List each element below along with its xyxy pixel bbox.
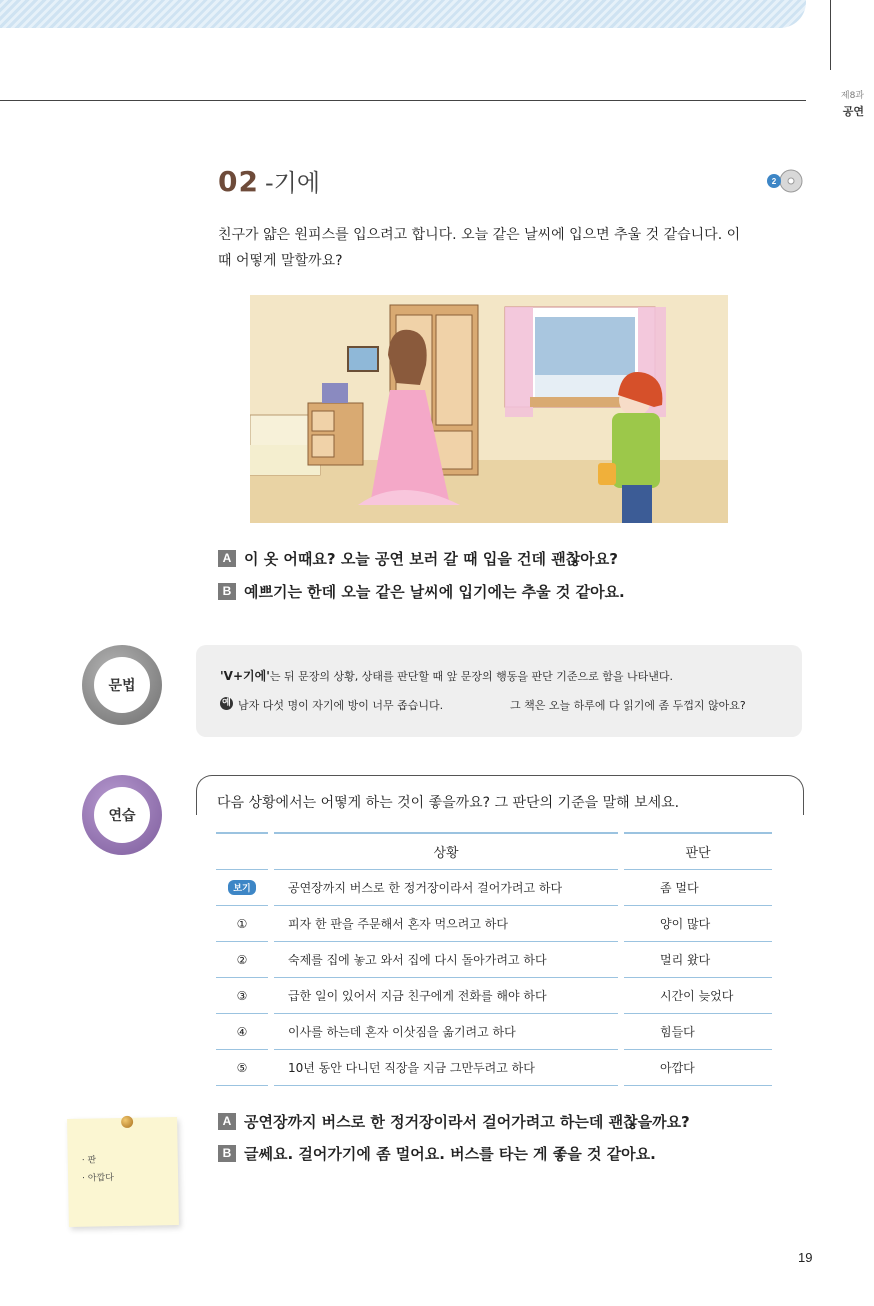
row-judgment: 양이 많다 [624,906,772,942]
intro-line-2: 때 어떻게 말할까요? [218,253,343,269]
table-header-row [216,832,772,870]
speaker-a-badge: A [218,550,236,567]
chapter-name: 공연 [842,105,864,118]
grammar-pattern: 'V+기에' [220,669,270,683]
chapter-number: 제8과 [840,91,864,101]
table-row [216,942,772,978]
practice-ring [82,775,162,855]
audio-cd-icon[interactable] [765,168,803,194]
grammar-description [220,667,673,684]
dialog-line-a [218,548,818,569]
dialog-b-text: 예쁘기는 한데 오늘 같은 날씨에 입기에는 추울 것 같아요. [244,583,625,601]
row-judgment: 좀 멀다 [624,870,772,906]
example-mark: 예 [220,697,233,710]
speaker-b-badge: B [218,583,236,600]
row-situation: 숙제를 집에 놓고 와서 집에 다시 돌아가려고 하다 [274,942,618,978]
row-situation: 10년 동안 다니던 직장을 지금 그만두려고 하다 [274,1050,618,1086]
section-grammar: -기에 [264,169,320,197]
page-number: 19 [798,1250,813,1265]
section-number: 02 [218,165,259,198]
table-row [216,1014,772,1050]
row-mark: ① [216,906,268,942]
chapter-label [808,88,864,119]
section-title [218,163,320,198]
table-row [216,906,772,942]
intro-text [218,222,798,274]
header-band [0,0,806,28]
table-row [216,1050,772,1086]
practice-box [196,775,804,815]
vocab-note [67,1117,179,1227]
grammar-ring [82,645,162,725]
intro-line-1: 친구가 얇은 원피스를 입으려고 합니다. 오늘 같은 날씨에 입으면 추울 것 같습니다. 이 [218,227,741,243]
table-row [216,870,772,906]
grammar-example-1: 남자 다섯 명이 자기에 방이 너무 좁습니다. [238,699,444,712]
row-situation: 공연장까지 버스로 한 정거장이라서 걸어가려고 하다 [274,870,618,906]
answer-a-badge: A [218,1113,236,1130]
practice-question: 다음 상황에서는 어떻게 하는 것이 좋을까요? 그 판단의 기준을 말해 보세요. [217,795,680,811]
row-mark: ③ [216,978,268,1014]
grammar-example-2: 그 책은 오늘 하루에 다 읽기에 좀 두껍지 않아요? [510,699,746,712]
room-scene-image [250,295,728,523]
table-row [216,978,772,1014]
table-header-situation: 상황 [274,832,618,870]
answer-b-text: 글쎄요. 걸어가기에 좀 멀어요. 버스를 타는 게 좋을 것 같아요. [244,1145,656,1163]
vocab-word-1: · 판 [81,1155,97,1166]
row-mark: ④ [216,1014,268,1050]
grammar-box [196,645,802,737]
table-header-judgment: 판단 [624,832,772,870]
row-judgment: 아깝다 [624,1050,772,1086]
dialog-a-text: 이 옷 어때요? 오늘 공연 보러 갈 때 입을 건데 괜찮아요? [244,550,618,568]
header-vertical-rule [830,0,831,70]
row-situation: 이사를 하는데 혼자 이삿짐을 옮기려고 하다 [274,1014,618,1050]
grammar-desc-text: 는 뒤 문장의 상황, 상태를 판단할 때 앞 문장의 행동을 판단 기준으로 함을 나타낸다. [269,670,673,683]
row-judgment: 멀리 왔다 [624,942,772,978]
example-tag: 보기 [228,880,255,895]
practice-label: 연습 [94,787,150,843]
dialog-line-b [218,581,818,602]
row-judgment: 힘들다 [624,1014,772,1050]
row-situation: 급한 일이 있어서 지금 친구에게 전화를 해야 하다 [274,978,618,1014]
answer-line-b [218,1143,818,1164]
scene-illustration [250,295,728,523]
grammar-label: 문법 [94,657,150,713]
pushpin-icon [121,1116,133,1128]
row-mark [216,870,268,906]
row-mark: ⑤ [216,1050,268,1086]
practice-table [210,832,778,1086]
table-header-mark [216,832,268,870]
row-judgment: 시간이 늦었다 [624,978,772,1014]
answer-b-badge: B [218,1145,236,1162]
grammar-examples [220,697,746,713]
answer-a-text: 공연장까지 버스로 한 정거장이라서 걸어가려고 하는데 괜찮을까요? [244,1113,690,1131]
answer-line-a [218,1111,818,1132]
row-situation: 피자 한 판을 주문해서 혼자 먹으려고 하다 [274,906,618,942]
header-rule [0,100,806,101]
vocab-word-2: · 아깝다 [82,1173,115,1184]
row-mark: ② [216,942,268,978]
audio-track-number: 2 [771,177,777,186]
